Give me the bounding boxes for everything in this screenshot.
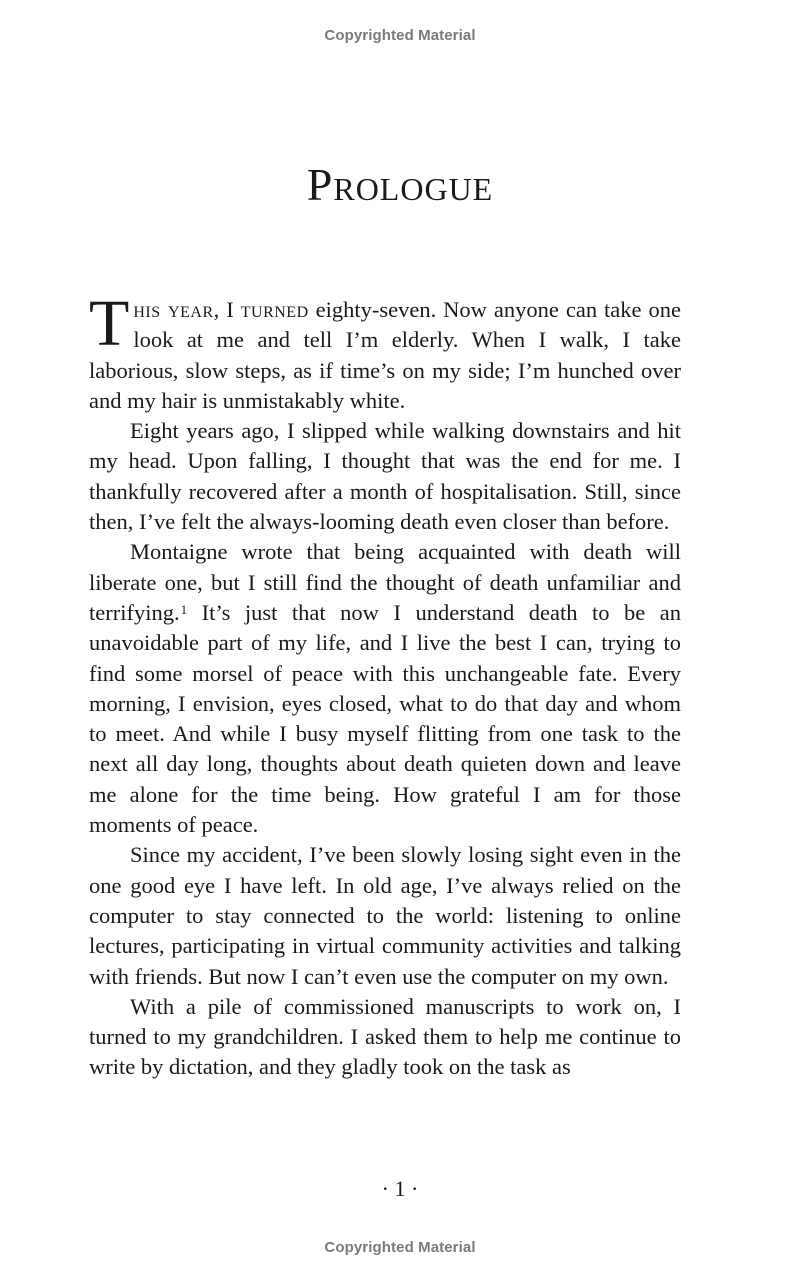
footnote-marker: 1 [180,601,188,617]
lead-in-small-caps: his year [133,297,214,322]
copyright-watermark-top: Copyrighted Material [324,27,476,44]
page-number: · 1 · [381,1176,419,1201]
paragraph-1 [89,287,681,416]
copyright-watermark-bottom: Copyrighted Material [324,1239,476,1256]
lead-in-small-caps-2: turned [240,297,309,322]
paragraph-5: With a pile of commissioned manuscripts to work on, I turned to my grandchildren. I asked them to help me continue to write by dictation, and they gladly took on the task as [89,993,681,1080]
paragraph-1-text: eighty-seven. Now anyone can take one look at me and tell I’m elderly. When I walk, I take laborious, slow steps, as if time’s on my side; I’m hunched over and my hair is unmistakably white. [89,297,681,413]
paragraph-4: Since my accident, I’ve been slowly losing sight even in the one good eye I have left. In old age, I’ve always relied on the computer to stay connected to the world: listening to online lectures, participating in virtual community activities and talking with friends. But now I can’t even use the computer on my own. [89,842,681,989]
paragraph-2: Eight years ago, I slipped while walking downstairs and hit my head. Upon falling, I thought that was the end for me. I thankfully recovered after a month of hospitalisation. Still, since then, I’ve felt the always-looming death even closer than before. [89,418,681,535]
drop-cap: T [89,287,130,360]
paragraph-3-text-b: It’s just that now I understand death to be an unavoidable part of my life, and I live the best I can, trying to find some morsel of peace with this unchangeable fate. Every morning, I envision, eyes closed, what to do that day and whom to meet. And while I busy myself flitting from one task to the next all day long, thoughts about death quieten down and leave me alone for the time being. How grateful I am for those moments of peace. [89,599,681,838]
chapter-title: Prologue [306,159,494,210]
lead-in-text: , I [213,297,241,322]
paragraph-3-text-a: Montaigne wrote that being acquainted with death will liberate one, but I still find the thought of death unfamiliar and terrifying. [89,539,681,625]
paragraph-3 [89,537,681,840]
body-text [89,287,681,1083]
